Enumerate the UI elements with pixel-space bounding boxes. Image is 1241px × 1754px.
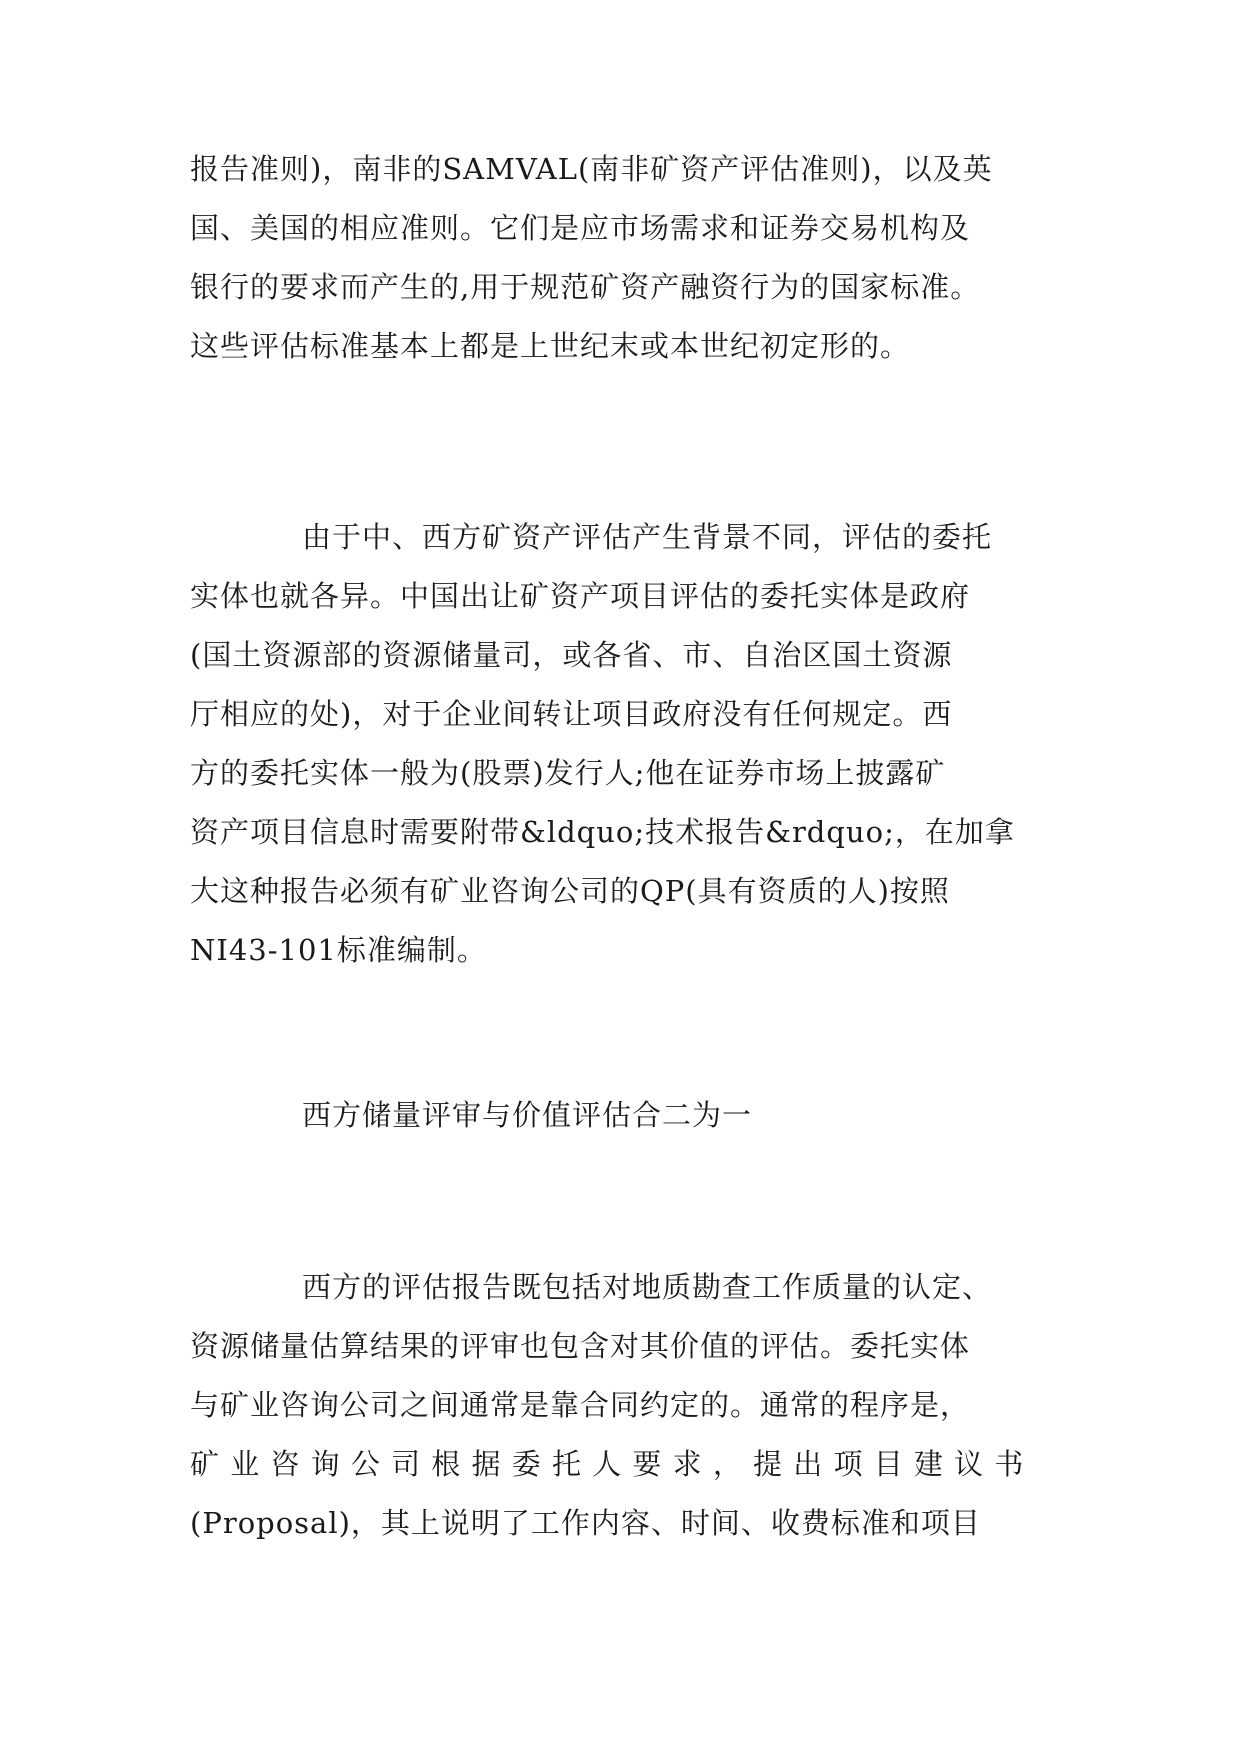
text-line: 大这种报告必须有矿业咨询公司的QP(具有资质的人)按照	[190, 874, 950, 908]
text-line: 与矿业咨询公司之间通常是靠合同约定的。通常的程序是，	[190, 1388, 971, 1422]
paragraph-2	[190, 508, 1060, 980]
text-line: 方的委托实体一般为(股票)发行人;他在证券市场上披露矿	[190, 756, 946, 790]
text-line: 矿 业 咨 询 公 司 根 据 委 托 人 要 求 ， 提 出 项 目 建 议 书	[190, 1447, 1025, 1481]
text-line: NI43-101标准编制。	[190, 933, 487, 967]
heading-line: 西方储量评审与价值评估合二为一	[302, 1098, 753, 1132]
text-line: 资产项目信息时需要附带&ldquo;技术报告&rdquo;，在加拿	[190, 815, 1015, 849]
text-line: 厅相应的处)，对于企业间转让项目政府没有任何规定。西	[190, 697, 953, 731]
section-heading	[190, 1086, 1060, 1145]
text-line: (Proposal)，其上说明了工作内容、时间、收费标准和项目	[190, 1506, 981, 1540]
text-line: 资源储量估算结果的评审也包含对其价值的评估。委托实体	[190, 1329, 971, 1363]
paragraph-1	[190, 140, 1060, 376]
text-line: 西方的评估报告既包括对地质勘查工作质量的认定、	[302, 1270, 993, 1304]
text-line: 实体也就各异。中国出让矿资产项目评估的委托实体是政府	[190, 579, 971, 613]
paragraph-3	[190, 1258, 1060, 1553]
text-line: 银行的要求而产生的,用于规范矿资产融资行为的国家标准。	[190, 270, 981, 304]
text-line: 这些评估标准基本上都是上世纪末或本世纪初定形的。	[190, 329, 911, 363]
text-line: (国土资源部的资源储量司，或各省、市、自治区国土资源	[190, 638, 953, 672]
text-line: 由于中、西方矿资产评估产生背景不同，评估的委托	[302, 520, 993, 554]
text-line: 国、美国的相应准则。它们是应市场需求和证券交易机构及	[190, 211, 971, 245]
text-line: 报告准则)，南非的SAMVAL(南非矿资产评估准则)，以及英	[190, 152, 993, 186]
